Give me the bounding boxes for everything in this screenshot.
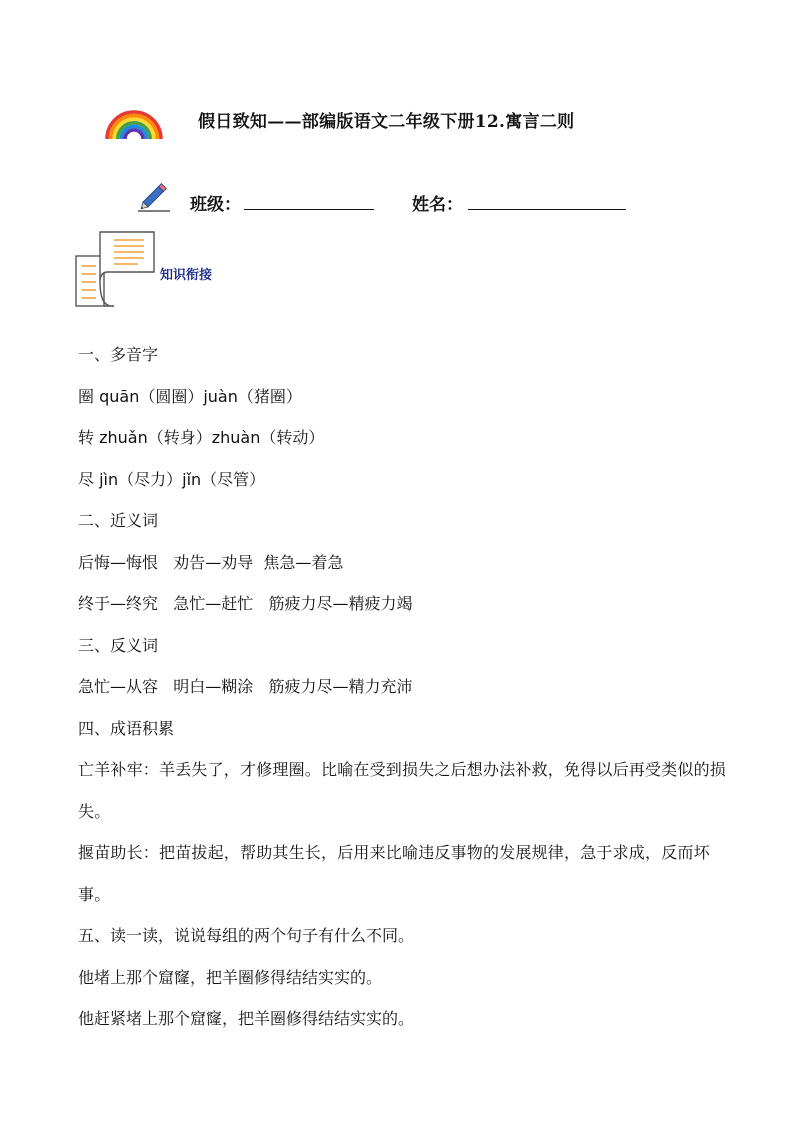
name-blank[interactable] bbox=[468, 209, 626, 210]
class-blank[interactable] bbox=[244, 209, 374, 210]
page-title: 假日致知——部编版语文二年级下册12.寓言二则 bbox=[198, 112, 575, 132]
content-line: 急忙—从容 明白—糊涂 筋疲力尽—精力充沛 bbox=[78, 677, 413, 696]
section-heading: 四、成语积累 bbox=[78, 718, 175, 738]
section-heading: 二、近义词 bbox=[78, 511, 159, 530]
name-label: 姓名： bbox=[412, 195, 463, 215]
content-line: 转 zhuǎn（转身）zhuàn（转动） bbox=[78, 428, 325, 447]
section-badge: 知识衔接 bbox=[160, 268, 213, 283]
content-line: 他赶紧堵上那个窟窿，把羊圈修得结结实实的。 bbox=[78, 1009, 415, 1028]
content-line: 后悔—悔恨 劝告—劝导 焦急—着急 bbox=[78, 552, 344, 572]
idiom-paragraph: 揠苗助长：把苗拔起，帮助其生长，后用来比喻违反事物的发展规律，急于求成，反而坏事。 bbox=[78, 843, 710, 904]
content-body bbox=[78, 334, 728, 1040]
content-line: 圈 quān（圆圈）juàn（猪圈） bbox=[78, 386, 302, 406]
section-heading: 五、读一读，说说每组的两个句子有什么不同。 bbox=[78, 926, 415, 945]
idiom-paragraph: 亡羊补牢：羊丢失了，才修理圈。比喻在受到损失之后想办法补救，免得以后再受类似的损失。 bbox=[78, 760, 727, 821]
class-label: 班级： bbox=[190, 195, 241, 215]
document-scroll-icon bbox=[74, 226, 158, 310]
pencil-icon bbox=[136, 180, 172, 214]
rainbow-icon bbox=[104, 106, 164, 140]
content-line: 尽 jìn（尽力）jǐn（尽管） bbox=[78, 469, 266, 489]
section-heading: 一、多音字 bbox=[78, 345, 159, 364]
content-line: 终于—终究 急忙—赶忙 筋疲力尽—精疲力竭 bbox=[78, 594, 413, 613]
content-line: 他堵上那个窟窿，把羊圈修得结结实实的。 bbox=[78, 967, 383, 987]
section-heading: 三、反义词 bbox=[78, 635, 159, 655]
